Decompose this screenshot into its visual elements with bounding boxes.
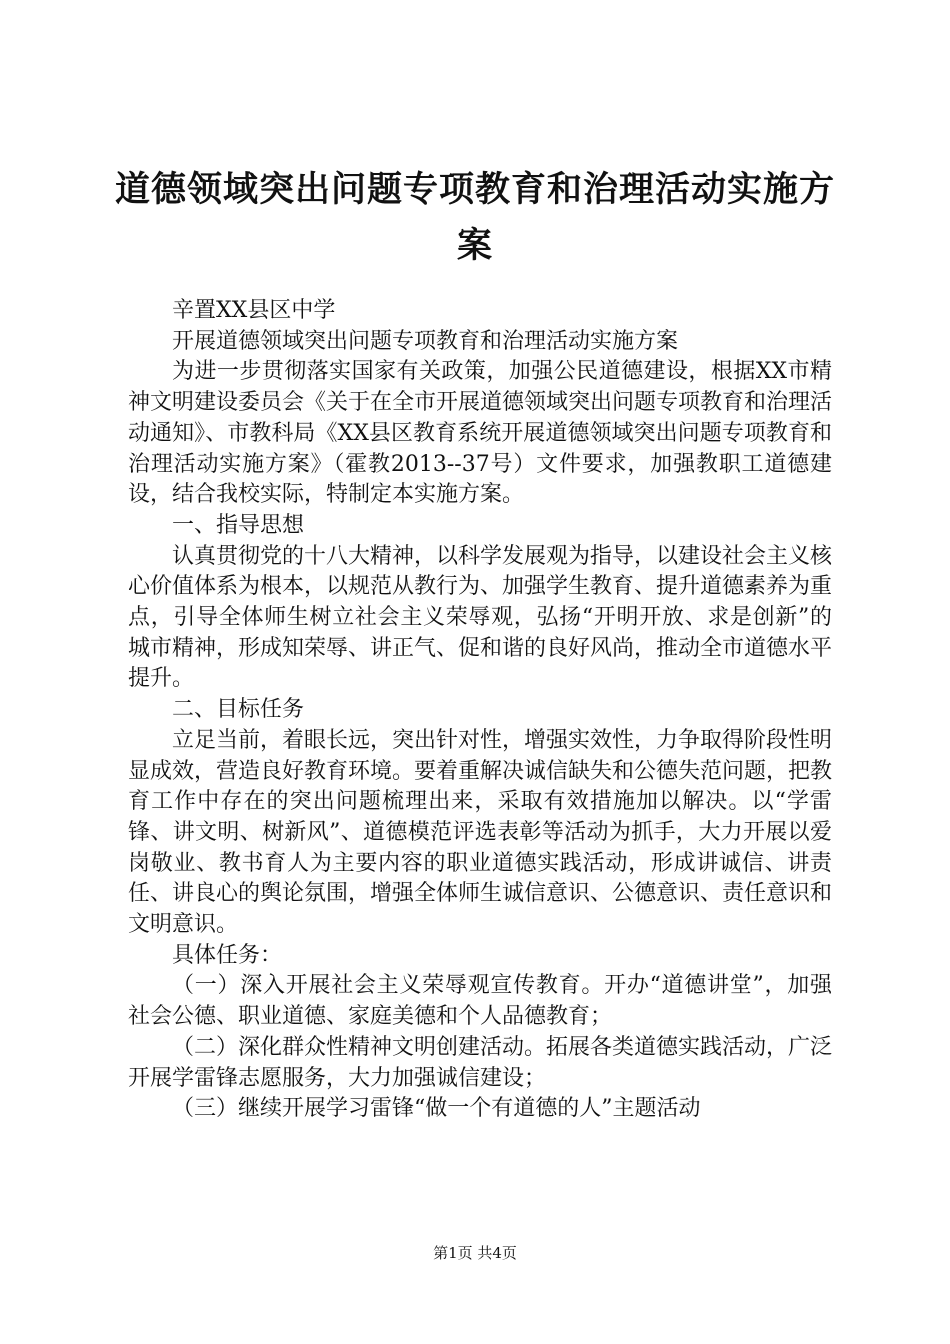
page-footer: 第1页 共4页 (433, 1244, 517, 1262)
specific-tasks-heading: 具体任务： (172, 942, 283, 968)
goals-paragraph: 立足当前，着眼长远，突出针对性，增强实效性，力争取得阶段性明显成效，营造良好教育环境。要着重解决诚信缺失和公德失范问题，把教育工作中存在的突出问题梳理出来，采取有效措施加以解决。以“学雷锋、讲文明、树新风”、道德模范评选表彰等活动为抓手，大力开展以爱岗敬业、教书育人为主要内容的职业道德实践活动，形成讲诚信、讲责任、讲良心的舆论氛围，增强全体师生诚信意识、公德意识、责任意识和文明意识。 (128, 727, 833, 938)
school-name: 辛置XX县区中学 (172, 298, 336, 323)
document-body (128, 296, 832, 1125)
document-title: 道德领域突出问题专项教育和治理活动实施方案 (114, 169, 835, 266)
section-heading-guiding-ideology: 一、指导思想 (172, 512, 305, 538)
task-item-2: （二）深化群众性精神文明创建活动。拓展各类道德实践活动，广泛开展学雷锋志愿服务，大力加强诚信建设； (128, 1034, 833, 1091)
intro-paragraph: 为进一步贯彻落实国家有关政策，加强公民道德建设，根据XX市精神文明建设委员会《关于在全市开展道德领域突出问题专项教育和治理活动通知》、市教科局《XX县区教育系统开展道德领域突出问题专项教育和治理活动实施方案》（霍教2013--37号）文件要求，加强教职工道德建设，结合我校实际，特制定本实施方案。 (128, 359, 833, 508)
task-item-3: （三）继续开展学习雷锋“做一个有道德的人”主题活动 (172, 1096, 701, 1122)
plan-subtitle: 开展道德领域突出问题专项教育和治理活动实施方案 (172, 328, 679, 354)
task-item-1: （一）深入开展社会主义荣辱观宣传教育。开办“道德讲堂”，加强社会公德、职业道德、家庭美德和个人品德教育； (128, 973, 832, 1030)
section-heading-goals: 二、目标任务 (172, 697, 305, 723)
guiding-ideology-paragraph: 认真贯彻党的十八大精神，以科学发展观为指导，以建设社会主义核心价值体系为根本，以规范从教行为、加强学生教育、提升道德素养为重点，引导全体师生树立社会主义荣辱观，弘扬“开明开放、求是创新”的城市精神，形成知荣辱、讲正气、促和谐的良好风尚，推动全市道德水平提升。 (128, 543, 833, 692)
